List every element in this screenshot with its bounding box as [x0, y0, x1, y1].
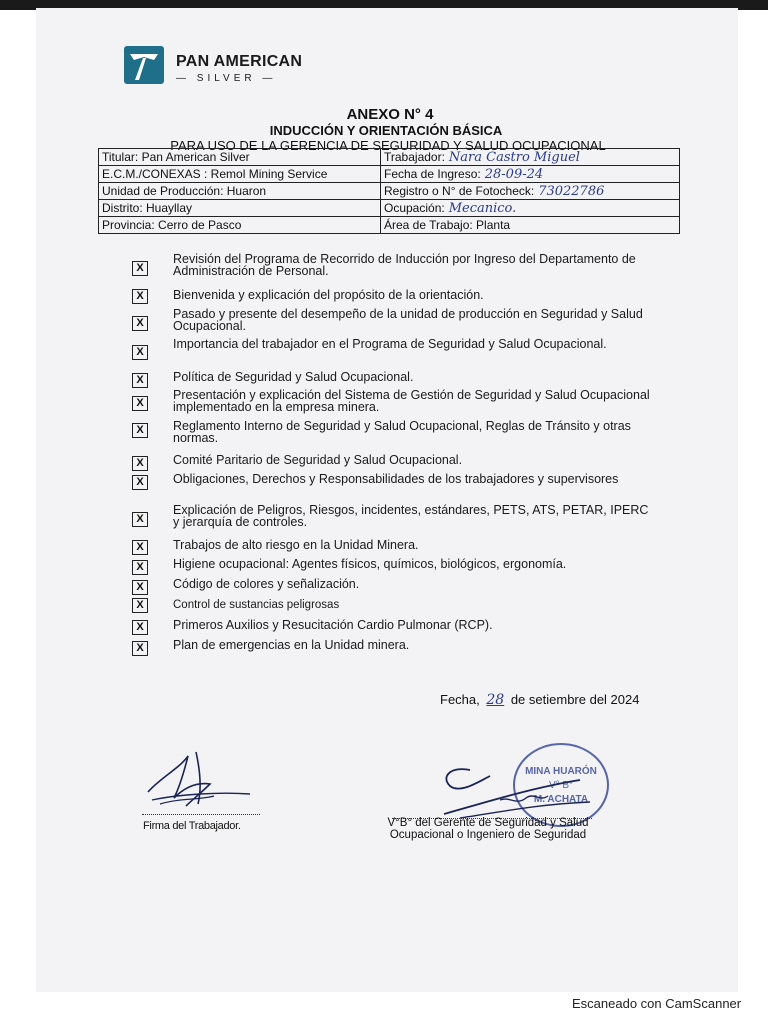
checklist-item-text: Control de sustancias peligrosas [173, 599, 340, 611]
checkbox-checked: X [132, 396, 148, 411]
checklist-item-text: Explicación de Peligros, Riesgos, incidentes, estándares, PETS, ATS, PETAR, IPERC y jerarquía de controles. [173, 503, 649, 529]
checklist-item-text: Presentación y explicación del Sistema de Gestión de Seguridad y Salud Ocupacional implementado en la empresa minera. [173, 388, 650, 414]
checklist-item-text: Higiene ocupacional: Agentes físicos, químicos, biológicos, ergonomía. [173, 557, 567, 571]
checkbox-checked: X [132, 580, 148, 595]
info-row [99, 217, 680, 234]
document-title: ANEXO N° 4 [346, 106, 434, 123]
date-suffix: de setiembre del 2024 [510, 692, 640, 707]
checkbox-checked: X [132, 598, 148, 613]
checkbox-checked: X [132, 456, 148, 471]
info-row [99, 183, 680, 200]
checkbox-checked: X [132, 512, 148, 527]
worker-signature [140, 748, 270, 814]
checklist-item-text: Obligaciones, Derechos y Responsabilidades de los trabajadores y supervisores [173, 472, 619, 486]
manager-signature-label: V°B° del Gerente de Seguridad y Salud Ocupacional o Ingeniero de Seguridad [387, 817, 589, 841]
checkbox-checked: X [132, 345, 148, 360]
checklist-item-text: Trabajos de alto riesgo en la Unidad Minera. [173, 538, 419, 552]
checklist-item-text: Plan de emergencias en la Unidad minera. [173, 638, 410, 652]
checkbox-checked: X [132, 620, 148, 635]
trabajador-value: Nara Castro Miguel [448, 149, 580, 165]
titular-cell: Titular: Pan American Silver [99, 149, 381, 166]
checkbox-checked: X [132, 423, 148, 438]
checkbox-checked: X [132, 373, 148, 388]
fecha-ingreso-cell [381, 166, 680, 183]
checkbox-checked: X [132, 475, 148, 490]
registro-value: 73022786 [538, 183, 605, 199]
signing-date [440, 692, 639, 708]
trabajador-cell [381, 149, 680, 166]
checklist-item-text: Primeros Auxilios y Resucitación Cardio Pulmonar (RCP). [173, 618, 493, 632]
info-row [99, 200, 680, 217]
pickaxe-logo-icon [124, 46, 164, 84]
ocupacion-value: Mecanico. [448, 200, 517, 216]
document-subtitle: INDUCCIÓN Y ORIENTACIÓN BÁSICA [269, 123, 503, 138]
date-day: 28 [486, 692, 505, 708]
worker-signature-label: Firma del Trabajador. [143, 820, 241, 832]
fecha-ingreso-value: 28-09-24 [484, 166, 544, 182]
checklist-item-text: Reglamento Interno de Seguridad y Salud Ocupacional, Reglas de Tránsito y otras normas. [173, 419, 631, 445]
registro-label: Registro o N° de Fotocheck: [384, 183, 535, 198]
checkbox-checked: X [132, 261, 148, 276]
logo-name: PAN AMERICAN [176, 53, 303, 70]
trabajador-label: Trabajador: [384, 149, 445, 164]
date-prefix: Fecha, [440, 692, 480, 707]
checklist-item-text: Importancia del trabajador en el Programa de Seguridad y Salud Ocupacional. [173, 337, 607, 351]
logo-subtitle: — SILVER — [176, 73, 277, 84]
info-row [99, 149, 680, 166]
checkbox-checked: X [132, 560, 148, 575]
stamp-line-1: MINA HUARÓN [525, 766, 597, 777]
checkbox-checked: X [132, 316, 148, 331]
checklist-item-text: Pasado y presente del desempeño de la unidad de producción en Seguridad y Salud Ocupacional. [173, 307, 643, 333]
checklist-item-text: Código de colores y señalización. [173, 577, 360, 591]
checkbox-checked: X [132, 540, 148, 555]
ecm-cell: E.C.M./CONEXAS : Remol Mining Service [99, 166, 381, 183]
ocupacion-label: Ocupación: [384, 200, 445, 215]
checklist-item-text: Revisión del Programa de Recorrido de Inducción por Ingreso del Departamento de Administración de Personal. [173, 252, 636, 278]
provincia-cell: Provincia: Cerro de Pasco [99, 217, 381, 234]
distrito-cell: Distrito: Huayllay [99, 200, 381, 217]
checkbox-checked: X [132, 289, 148, 304]
fecha-ingreso-label: Fecha de Ingreso: [384, 166, 481, 181]
stamp-line-3: M. ACHATA [533, 794, 589, 805]
stamp-line-2: V° B° [548, 780, 574, 791]
checklist-item-text: Comité Paritario de Seguridad y Salud Ocupacional. [173, 453, 463, 467]
area-cell: Área de Trabajo: Planta [381, 217, 680, 234]
ocupacion-cell [381, 200, 680, 217]
info-row [99, 166, 680, 183]
document-scope: PARA USO DE LA GERENCIA DE SEGURIDAD Y SALUD OCUPACIONAL [170, 138, 606, 153]
info-table [98, 148, 680, 234]
checklist-item-text: Bienvenida y explicación del propósito de la orientación. [173, 288, 484, 302]
checklist-item-text: Política de Seguridad y Salud Ocupacional. [173, 370, 414, 384]
unidad-cell: Unidad de Producción: Huaron [99, 183, 381, 200]
registro-cell [381, 183, 680, 200]
worker-signature-line [142, 814, 260, 815]
checkbox-checked: X [132, 641, 148, 656]
scanner-watermark: Escaneado con CamScanner [572, 996, 742, 1011]
